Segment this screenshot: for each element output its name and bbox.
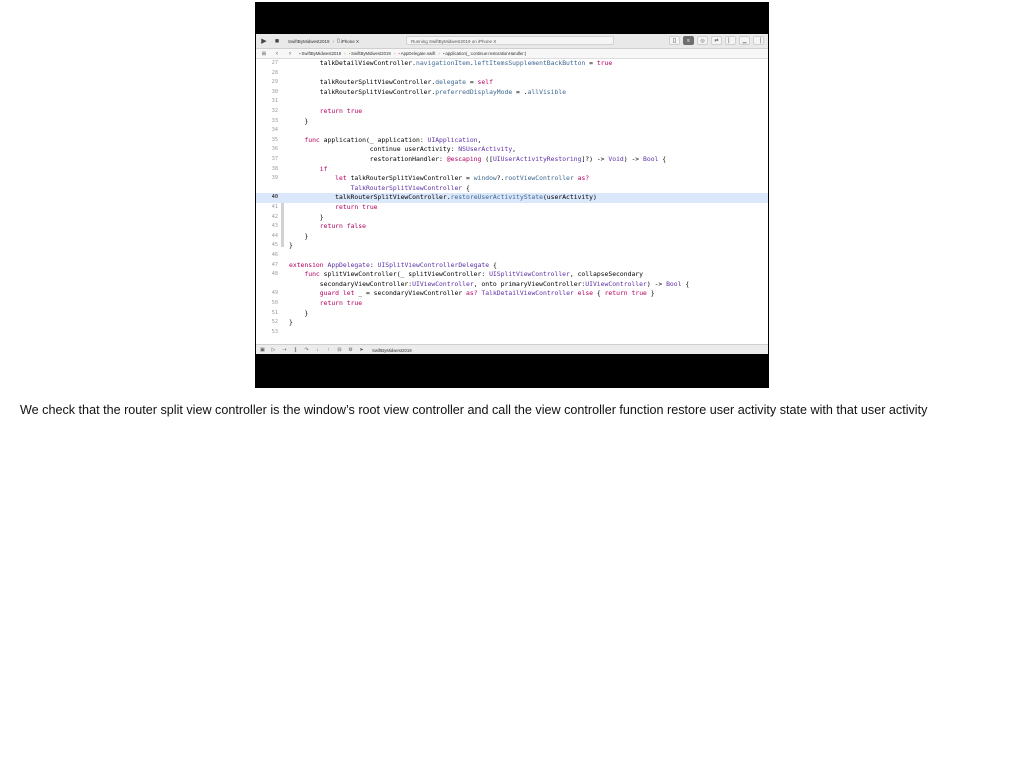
code-token: TalkRouterSplitViewController: [350, 183, 463, 192]
code-token: AppDelegate: [327, 260, 370, 269]
code-token: extension: [289, 260, 324, 269]
line-number[interactable]: 31: [271, 98, 278, 105]
pause-icon[interactable]: ∥: [294, 347, 297, 353]
code-token: true: [346, 107, 363, 115]
code-token: [289, 174, 335, 182]
code-token: {: [681, 279, 690, 288]
line-number[interactable]: 53: [271, 328, 278, 335]
code-token: return: [604, 289, 628, 298]
code-text: [289, 241, 293, 251]
code-line[interactable]: [256, 174, 768, 184]
code-line[interactable]: [256, 107, 768, 117]
code-token: return: [319, 107, 343, 115]
code-line[interactable]: [256, 270, 768, 280]
code-token: ]?) ->: [581, 155, 609, 163]
line-number[interactable]: 34: [271, 127, 278, 134]
code-token: restoreUserActivityState: [450, 193, 543, 202]
code-token: _ = secondaryViewController: [354, 289, 467, 298]
code-token: UISplitViewControllerDelegate: [377, 260, 490, 269]
code-token: ) ->: [646, 279, 667, 288]
code-line[interactable]: [256, 165, 768, 175]
code-line[interactable]: [256, 251, 768, 261]
line-number[interactable]: 36: [271, 146, 278, 153]
code-token: }: [289, 116, 309, 125]
hide-debug-area-icon[interactable]: ▣: [260, 347, 265, 353]
code-token: {: [658, 155, 667, 163]
code-token: let: [335, 174, 347, 183]
code-line-current[interactable]: [256, 193, 768, 203]
code-token: continue userActivity:: [289, 145, 459, 154]
code-token: restorationHandler:: [289, 155, 447, 163]
code-token: return: [335, 203, 359, 211]
code-token: {: [593, 289, 605, 298]
code-text: [289, 155, 666, 165]
code-token: preferredDisplayMode: [435, 87, 513, 96]
code-token: navigationItem: [415, 59, 470, 67]
line-number[interactable]: 51: [271, 309, 278, 316]
code-line[interactable]: [256, 88, 768, 98]
code-token: [289, 270, 304, 278]
xcode-toolbar: [256, 34, 768, 49]
jumpbar-project-label: SwiftByMidwest2019: [301, 51, 342, 56]
code-token: ?.: [496, 174, 505, 183]
code-line[interactable]: [256, 222, 768, 232]
code-token: ,: [477, 135, 482, 144]
code-text: [289, 280, 689, 290]
code-line[interactable]: [256, 145, 768, 155]
code-text: [289, 88, 566, 98]
code-line[interactable]: [256, 289, 768, 299]
code-token: Bool: [643, 155, 659, 163]
line-number[interactable]: 47: [271, 261, 278, 268]
step-over-icon[interactable]: ↷: [304, 347, 309, 353]
line-number[interactable]: 42: [271, 213, 278, 220]
code-line[interactable]: [256, 117, 768, 127]
line-number[interactable]: 37: [271, 156, 278, 162]
code-token: ([: [481, 155, 493, 163]
code-token: as?: [577, 174, 590, 183]
code-text: [289, 117, 308, 127]
code-line[interactable]: [256, 261, 768, 271]
view-hierarchy-icon[interactable]: ⊟: [337, 347, 342, 353]
debug-bar: [256, 344, 768, 354]
code-text: [289, 232, 308, 242]
code-text: [289, 203, 378, 213]
code-token: {: [462, 183, 470, 192]
code-line[interactable]: [256, 69, 768, 79]
line-number[interactable]: 27: [271, 60, 278, 66]
code-token: talkRouterSplitViewController =: [346, 174, 474, 183]
code-token: func: [304, 135, 320, 144]
chevron-right-icon: ›: [344, 51, 346, 56]
line-number[interactable]: 49: [271, 290, 278, 297]
code-token: , onto primaryViewController:: [473, 279, 586, 288]
continue-icon[interactable]: ▷: [271, 347, 276, 353]
code-line[interactable]: [256, 232, 768, 242]
code-text: [289, 107, 362, 117]
line-number[interactable]: 32: [271, 108, 278, 114]
line-number[interactable]: 43: [271, 223, 278, 230]
project-icon: ▪: [299, 51, 301, 56]
code-token: (userActivity): [542, 193, 597, 202]
slide-screenshot: [255, 2, 769, 388]
jumpbar-file-label: AppDelegate.swift: [400, 51, 436, 56]
code-line[interactable]: [256, 299, 768, 309]
code-token: =: [585, 59, 597, 67]
code-token: true: [346, 299, 363, 307]
code-line[interactable]: [256, 280, 768, 290]
code-token: return: [319, 299, 343, 307]
swift-file-icon: ▪: [398, 51, 400, 56]
code-token: true: [362, 203, 378, 211]
inspector-icon[interactable]: ▕: [753, 36, 764, 45]
code-token: [289, 165, 320, 173]
code-text: [289, 213, 324, 223]
code-token: UIApplication: [427, 135, 478, 144]
code-text: [289, 165, 327, 175]
code-token: application(_ application:: [319, 135, 428, 144]
code-token: true: [631, 289, 647, 298]
jumpbar-item-group[interactable]: [349, 51, 391, 56]
code-text: [289, 193, 597, 203]
code-line[interactable]: [256, 213, 768, 223]
version-editor-icon[interactable]: ⇄: [711, 36, 722, 45]
scheme-selector[interactable]: [288, 38, 359, 44]
code-text: [289, 261, 497, 271]
code-token: talkRouterSplitViewController.: [289, 87, 436, 96]
code-token: }: [289, 231, 309, 240]
code-text: [289, 59, 612, 69]
code-token: }: [289, 308, 309, 317]
code-token: =: [466, 78, 478, 87]
jump-bar: [256, 49, 768, 59]
folder-icon: ▪: [348, 51, 351, 56]
stop-icon[interactable]: ■: [274, 37, 280, 45]
code-token: window: [473, 174, 497, 183]
code-line[interactable]: [256, 241, 768, 251]
activity-view: Running SwiftByMidwest2019 on iPhone X: [406, 36, 614, 45]
code-token: talkDetailViewController.: [289, 59, 416, 67]
code-token: ) ->: [623, 155, 644, 163]
line-number[interactable]: 29: [271, 79, 278, 86]
code-token: ,: [512, 145, 517, 154]
code-token: }: [289, 318, 293, 327]
line-number[interactable]: 38: [271, 165, 278, 172]
code-line[interactable]: [256, 59, 768, 69]
code-text: [289, 299, 362, 309]
code-token: allVisible: [527, 87, 567, 96]
code-token: TalkDetailViewController: [481, 289, 574, 298]
code-token: func: [304, 270, 320, 279]
code-line[interactable]: [256, 184, 768, 194]
chevron-right-icon: ›: [393, 51, 396, 56]
memory-graph-icon[interactable]: ⚙: [348, 347, 353, 353]
code-text: [289, 289, 655, 299]
code-token: [289, 299, 320, 307]
code-token: Void: [608, 155, 624, 163]
breakpoints-icon[interactable]: ⇢: [282, 347, 287, 353]
line-number[interactable]: 28: [271, 69, 278, 76]
scheme-label: SwiftByMidwest2019: [288, 38, 330, 44]
split-editor-icon[interactable]: []: [669, 36, 680, 45]
method-icon: ▪: [442, 51, 445, 56]
debug-area-icon[interactable]: ▁: [739, 36, 750, 45]
code-token: :: [369, 260, 378, 269]
code-token: = .: [512, 87, 528, 96]
code-line[interactable]: [256, 155, 768, 165]
line-number[interactable]: 39: [271, 175, 278, 182]
code-token: [289, 222, 320, 230]
code-text: [289, 136, 481, 146]
code-text: [289, 318, 293, 328]
code-text: [289, 145, 516, 155]
line-number[interactable]: 40: [271, 194, 278, 201]
code-token: .: [469, 59, 474, 67]
line-number[interactable]: 41: [271, 204, 278, 210]
phone-icon: ▯: [337, 38, 340, 44]
simulate-location-icon[interactable]: ➤: [359, 347, 364, 353]
code-token: }: [646, 289, 655, 298]
jumpbar-symbol-label: application(_:continue:restorationHandler:): [445, 51, 527, 56]
related-items-icon[interactable]: ⊞: [261, 50, 267, 57]
standard-editor-icon[interactable]: ≡: [683, 36, 694, 45]
code-text: [289, 309, 308, 319]
code-token: [289, 136, 304, 144]
line-number[interactable]: 46: [271, 252, 278, 258]
code-token: secondaryViewController:: [289, 279, 413, 288]
code-token: [289, 184, 351, 192]
code-token: delegate: [435, 78, 466, 87]
forward-icon[interactable]: ›: [289, 50, 291, 57]
code-text: [289, 174, 589, 184]
line-number[interactable]: 30: [271, 88, 278, 95]
code-token: talkRouterSplitViewController.: [289, 193, 451, 202]
code-token: [289, 203, 335, 211]
code-token: talkRouterSplitViewController.: [289, 78, 436, 87]
code-token: splitViewController(_ splitViewController:: [319, 270, 490, 279]
jumpbar-group-label: SwiftByMidwest2019: [351, 51, 391, 56]
line-number[interactable]: 50: [271, 300, 278, 306]
code-text: [289, 222, 366, 232]
code-line[interactable]: [256, 318, 768, 328]
code-line[interactable]: [256, 203, 768, 213]
slide-caption: We check that the router split view controller is the window’s root view controller and call the view controller function restore user activity state with that user activity: [20, 403, 928, 417]
code-token: UIViewController: [585, 279, 647, 288]
device-label: iPhone X: [340, 38, 360, 44]
step-out-icon[interactable]: ↑: [327, 347, 330, 353]
jumpbar-item-file[interactable]: [398, 51, 435, 56]
xcode-window: [256, 34, 768, 354]
code-token: UIViewController: [412, 279, 474, 288]
code-text: [289, 78, 493, 88]
code-line[interactable]: [256, 136, 768, 146]
code-token: false: [346, 222, 366, 231]
navigator-icon[interactable]: ▏: [725, 36, 736, 45]
chevron-right-icon: ›: [332, 38, 335, 44]
line-number[interactable]: 33: [271, 117, 278, 124]
code-token: true: [596, 59, 613, 67]
code-token: UIUserActivityRestoring: [492, 155, 582, 163]
debug-target-label: SwiftByMidwest2019: [372, 347, 412, 353]
line-number[interactable]: 44: [271, 232, 278, 239]
code-line[interactable]: [256, 126, 768, 136]
line-number[interactable]: 52: [271, 319, 278, 326]
code-token: {: [489, 260, 497, 269]
code-token: self: [477, 78, 493, 87]
code-token: [289, 289, 320, 297]
code-token: if: [319, 164, 328, 173]
code-line[interactable]: [256, 309, 768, 319]
code-token: }: [289, 241, 293, 250]
code-token: as?: [466, 289, 478, 298]
code-token: , collapseSecondary: [569, 270, 643, 279]
back-icon[interactable]: ‹: [276, 50, 278, 57]
code-token: }: [289, 212, 324, 221]
code-token: UISplitViewController: [489, 270, 570, 279]
line-number[interactable]: 35: [271, 136, 278, 143]
step-into-icon[interactable]: ↓: [316, 347, 319, 353]
code-token: else: [577, 289, 594, 298]
code-token: return: [319, 222, 343, 231]
source-editor[interactable]: [256, 59, 768, 344]
code-line[interactable]: [256, 97, 768, 107]
code-token: guard: [319, 289, 340, 298]
line-number[interactable]: 48: [271, 271, 278, 278]
code-line[interactable]: [256, 328, 768, 338]
code-token: Bool: [666, 279, 682, 288]
code-token: rootViewController: [504, 174, 574, 183]
assistant-editor-icon[interactable]: ◎: [697, 36, 708, 45]
line-number[interactable]: 45: [271, 242, 278, 249]
code-token: [289, 107, 320, 115]
jumpbar-item-symbol[interactable]: [443, 51, 527, 56]
chevron-right-icon: ›: [438, 51, 440, 56]
play-icon[interactable]: ▶: [261, 38, 267, 45]
code-line[interactable]: [256, 78, 768, 88]
toolbar-right-controls: [669, 36, 764, 45]
code-text: [289, 270, 643, 280]
code-token: NSUserActivity: [458, 145, 513, 154]
code-token: @escaping: [446, 155, 482, 163]
jumpbar-item-project[interactable]: [299, 51, 341, 56]
code-token: let: [342, 289, 355, 298]
code-token: leftItemsSupplementBackButton: [473, 59, 586, 67]
code-text: [289, 184, 470, 194]
